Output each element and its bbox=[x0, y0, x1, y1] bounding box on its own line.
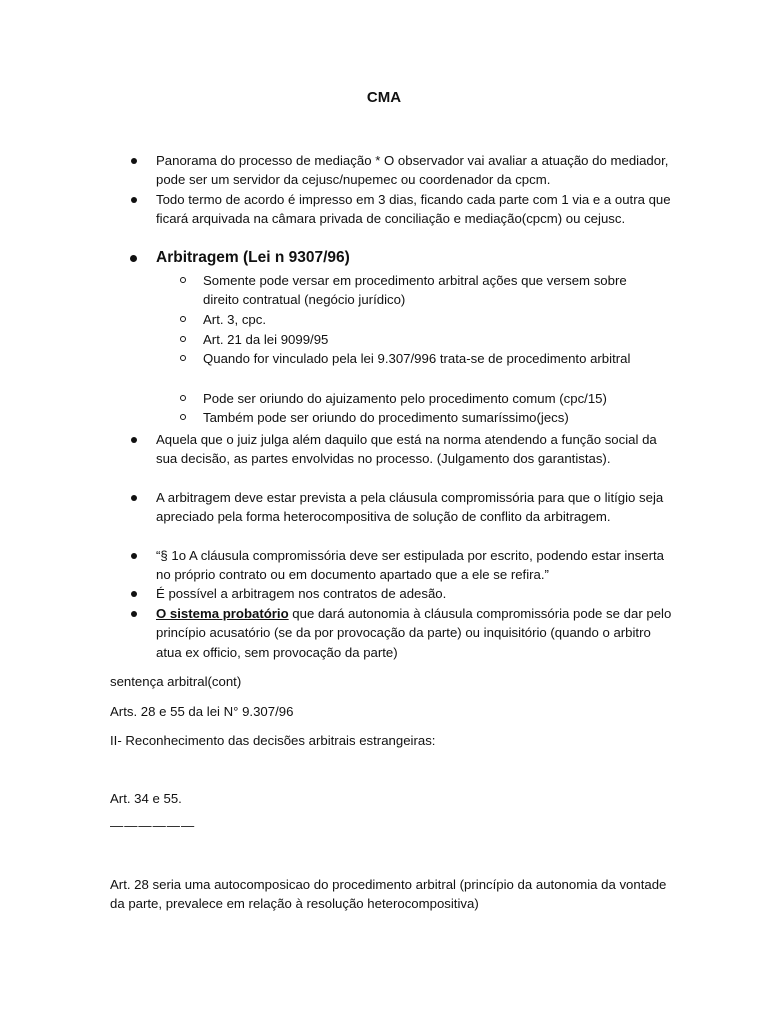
bullet-icon bbox=[131, 158, 137, 164]
list-item-text: Aquela que o juiz julga além daquilo que está na norma atendendo a função social da sua decisão, as partes envolvidas no processo. (Julgamento dos garantistas). bbox=[156, 432, 657, 467]
sub-list-item-text: Quando for vinculado pela lei 9.307/996 trata-se de procedimento arbitral bbox=[203, 351, 631, 366]
circle-bullet-icon bbox=[180, 414, 186, 420]
sub-list-item-text: Art. 3, cpc. bbox=[203, 312, 267, 327]
list-item bbox=[156, 430, 676, 469]
paragraph: Arts. 28 e 55 da lei N° 9.307/96 bbox=[110, 704, 294, 719]
paragraph: Art. 28 seria uma autocomposicao do procedimento arbitral (princípio da autonomia da vontade da parte, prevalece em relação à resolução heterocompositiva) bbox=[110, 877, 667, 912]
separator-line: —————— bbox=[110, 818, 196, 833]
circle-bullet-icon bbox=[180, 336, 186, 342]
circle-bullet-icon bbox=[180, 316, 186, 322]
bullet-icon bbox=[130, 255, 137, 262]
bullet-icon bbox=[131, 197, 137, 203]
sub-list-item bbox=[203, 271, 653, 310]
bullet-icon bbox=[131, 437, 137, 443]
bullet-icon bbox=[131, 495, 137, 501]
list-item bbox=[156, 604, 676, 662]
list-item-text: A arbitragem deve estar prevista a pela cláusula compromissória para que o litígio seja apreciado pela forma heterocompositiva de solução de conflito da arbitragem. bbox=[156, 490, 664, 525]
bullet-icon bbox=[131, 611, 137, 617]
list-item-text: que dará autonomia à cláusula compromissória pode se dar pelo princípio acusatório (se da por provocação da parte) ou inquisitório (quando o arbitro atua ex officio, sem provocação da parte) bbox=[156, 606, 672, 660]
list-item bbox=[156, 151, 676, 190]
circle-bullet-icon bbox=[180, 355, 186, 361]
arbitragem-heading-text: Arbitragem (Lei n 9307/96) bbox=[156, 249, 350, 266]
sub-list-item-text: Somente pode versar em procedimento arbitral ações que versem sobre direito contratual (negócio jurídico) bbox=[203, 273, 627, 308]
sub-list-item-text: Também pode ser oriundo do procedimento sumaríssimo(jecs) bbox=[203, 410, 569, 425]
page-title: CMA bbox=[366, 89, 402, 106]
sub-list-item bbox=[203, 408, 653, 427]
list-item-text: “§ 1o A cláusula compromissória deve ser estipulada por escrito, podendo estar inserta no próprio contrato ou em documento apartado que a ele se refira.” bbox=[156, 548, 664, 583]
list-item bbox=[156, 488, 676, 527]
sub-list-item bbox=[203, 349, 653, 368]
sub-list-item bbox=[203, 310, 653, 329]
sub-list-item-text: Pode ser oriundo do ajuizamento pelo procedimento comum (cpc/15) bbox=[203, 391, 607, 406]
list-item bbox=[156, 190, 676, 229]
underlined-term: O sistema probatório bbox=[156, 606, 289, 621]
sub-list-item bbox=[203, 330, 653, 349]
sub-list-item bbox=[203, 389, 653, 408]
bullet-icon bbox=[131, 591, 137, 597]
bullet-icon bbox=[131, 553, 137, 559]
paragraph: Art. 34 e 55. bbox=[110, 791, 182, 806]
list-item-text: Todo termo de acordo é impresso em 3 dias, ficando cada parte com 1 via e a outra que ficará arquivada na câmara privada de conciliação e mediação(cpcm) ou cejusc. bbox=[156, 192, 671, 227]
sub-list-item-text: Art. 21 da lei 9099/95 bbox=[203, 332, 329, 347]
list-item-text: Panorama do processo de mediação * O observador vai avaliar a atuação do mediador, pode ser um servidor da cejusc/nupemec ou coordenador da cpcm. bbox=[156, 153, 669, 188]
paragraph: II- Reconhecimento das decisões arbitrais estrangeiras: bbox=[110, 733, 436, 748]
list-item-text: É possível a arbitragem nos contratos de adesão. bbox=[156, 586, 447, 601]
list-item bbox=[156, 584, 676, 603]
circle-bullet-icon bbox=[180, 395, 186, 401]
paragraph: sentença arbitral(cont) bbox=[110, 674, 242, 689]
arbitragem-heading bbox=[156, 248, 676, 267]
circle-bullet-icon bbox=[180, 277, 186, 283]
list-item bbox=[156, 546, 676, 585]
